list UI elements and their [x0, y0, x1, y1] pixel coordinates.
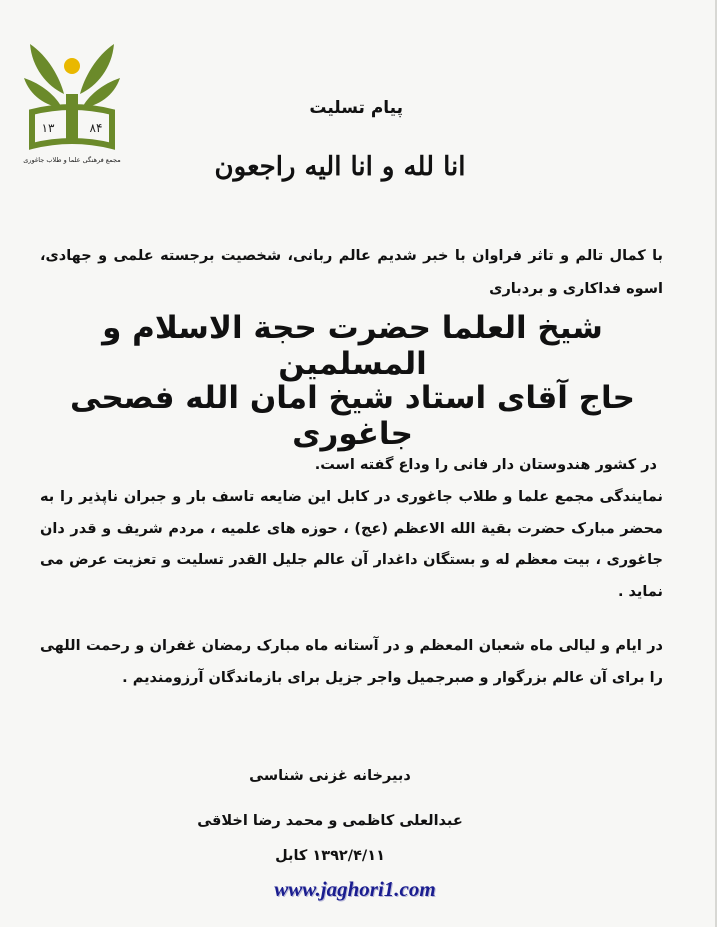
signature-names: عبدالعلی کاظمی و محمد رضا اخلاقی	[197, 813, 463, 829]
honoree-name-line: حاج آقای استاد شیخ امان الله فصحی جاغوری	[69, 380, 636, 452]
logo-caption: مجمع فرهنگی علما و طلاب جاغوری	[23, 156, 121, 164]
signature-date-place: ۱۳۹۲/۴/۱۱ کابل	[275, 848, 385, 864]
logo-year-right: ۸۴	[89, 121, 103, 135]
honoree-title-line: شیخ العلما حضرت حجة الاسلام و المسلمین	[102, 310, 603, 382]
intro-paragraph: با کمال تالم و تاثر فراوان با خبر شدیم عالم ربانی، شخصیت برجسته علمی و جهادی، اسوه فداکاری و بردباری	[40, 248, 663, 297]
website-link[interactable]: www.jaghori1.com	[274, 877, 436, 901]
prayer-paragraph: در ایام و لیالی ماه شعبان المعظم و در آستانه ماه مبارک رمضان غفران و رحمت اللهی را برای آن عالم بزرگوار و صبرجمیل واجر جزیل برای بازماندگان آرزومندیم .	[40, 638, 663, 686]
signature-office: دبیرخانه غزنی شناسی	[249, 768, 411, 784]
organization-logo-icon	[22, 38, 122, 168]
passing-paragraph: در کشور هندوستان دار فانی را وداع گفته است.	[314, 457, 657, 473]
letter-title: پیام تسلیت	[309, 98, 403, 118]
logo-year-left: ۱۳	[41, 121, 55, 135]
condolence-paragraph: نمایندگی مجمع علما و طلاب جاغوری در کابل این ضایعه تاسف بار و جبران ناپذیر را به محضر مبارک حضرت بقیة الله الاعظم (عج) ، حوزه های علمیه ، مردم شریف و قدر دان جاغوری ، بیت معظم له و بستگان داغدار آن عالم جلیل القدر تسلیت و تعزیت عرض می نماید .	[40, 489, 663, 600]
quran-verse: انا لله و انا الیه راجعون	[214, 152, 466, 182]
